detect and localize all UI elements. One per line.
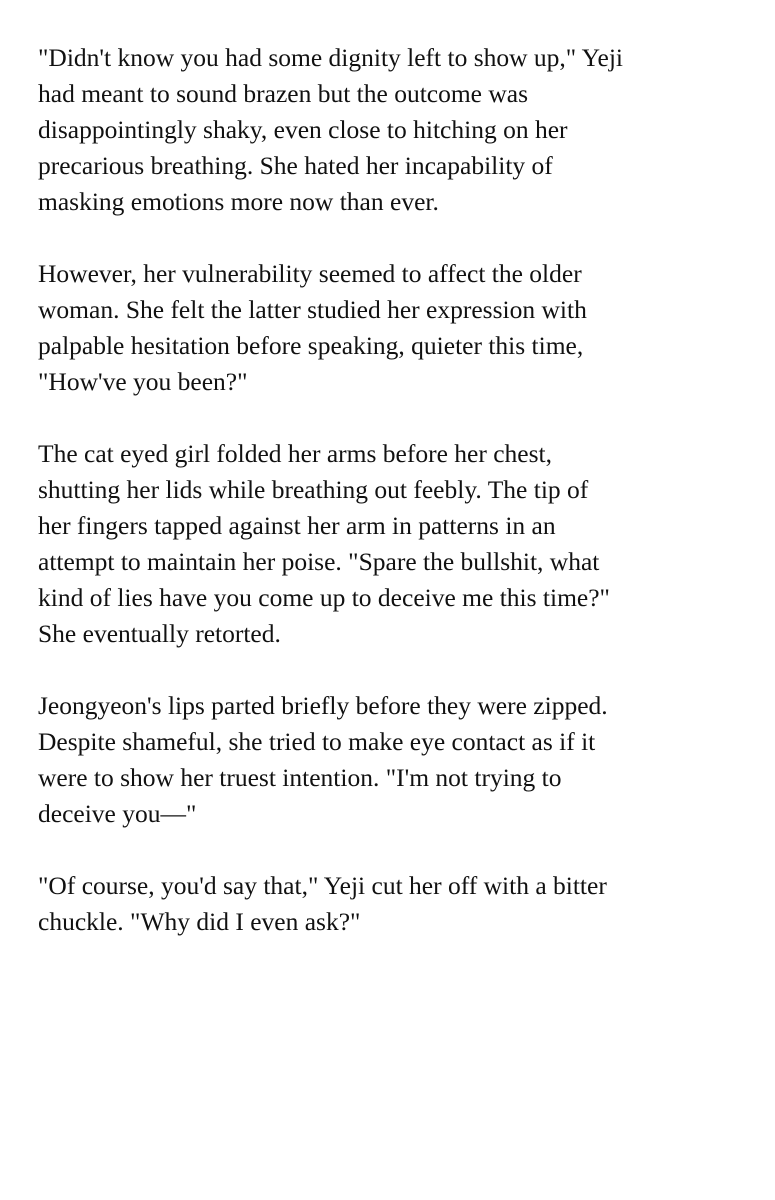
text-line: palpable hesitation before speaking, quieter this time, [38, 331, 584, 360]
text-line: chuckle. "Why did I even ask?" [38, 907, 361, 936]
text-line: Jeongyeon's lips parted briefly before they were zipped. [38, 691, 608, 720]
text-line: shutting her lids while breathing out feebly. The tip of [38, 475, 589, 504]
text-line: "How've you been?" [38, 367, 248, 396]
text-line: She eventually retorted. [38, 619, 281, 648]
paragraph-1 [38, 40, 738, 220]
text-line: deceive you—" [38, 799, 197, 828]
text-line: kind of lies have you come up to deceive me this time?" [38, 583, 610, 612]
text-line: had meant to sound brazen but the outcome was [38, 79, 529, 108]
text-line: woman. She felt the latter studied her expression with [38, 295, 587, 324]
text-line: disappointingly shaky, even close to hitching on her [38, 115, 568, 144]
story-text [38, 40, 738, 976]
text-line: her fingers tapped against her arm in patterns in an [38, 511, 556, 540]
text-line: "Of course, you'd say that," Yeji cut her off with a bitter [38, 871, 607, 900]
text-line: were to show her truest intention. "I'm not trying to [38, 763, 562, 792]
paragraph-5 [38, 868, 738, 940]
text-line: precarious breathing. She hated her incapability of [38, 151, 553, 180]
text-line: The cat eyed girl folded her arms before her chest, [38, 439, 553, 468]
paragraph-2 [38, 256, 738, 400]
paragraph-3 [38, 436, 738, 652]
text-line: However, her vulnerability seemed to affect the older [38, 259, 582, 288]
text-line: masking emotions more now than ever. [38, 187, 439, 216]
text-line: "Didn't know you had some dignity left to show up," Yeji [38, 43, 623, 72]
text-line: Despite shameful, she tried to make eye contact as if it [38, 727, 596, 756]
text-line: attempt to maintain her poise. "Spare the bullshit, what [38, 547, 600, 576]
paragraph-4 [38, 688, 738, 832]
